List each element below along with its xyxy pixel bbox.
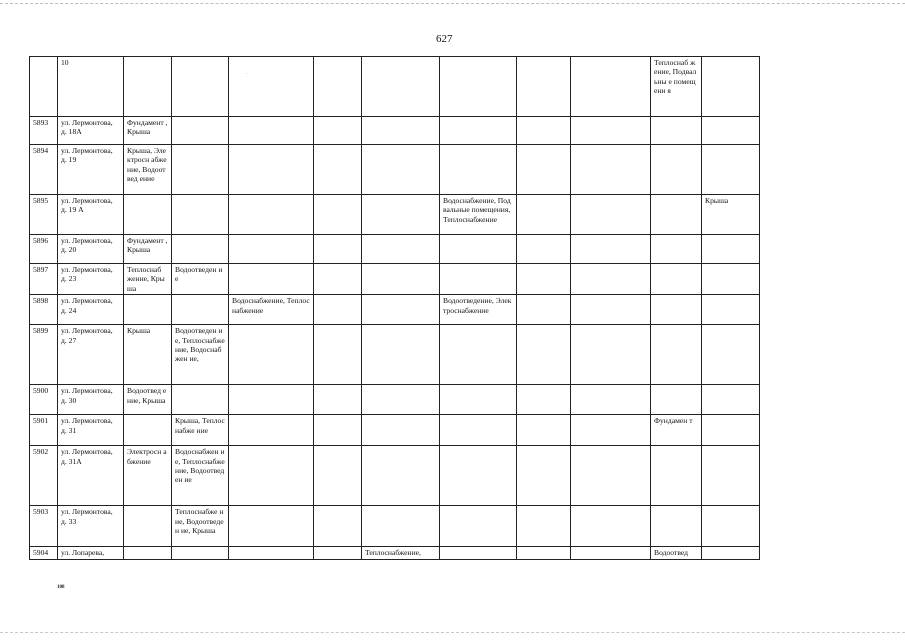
table-row xyxy=(30,506,760,547)
work-type-cell-7 xyxy=(517,145,571,195)
work-type-cell-9 xyxy=(651,506,702,547)
work-type-cell-7 xyxy=(517,446,571,506)
work-type-cell-8 xyxy=(571,235,651,264)
table-row xyxy=(30,446,760,506)
work-type-cell-4 xyxy=(314,506,362,547)
work-type-cell-10 xyxy=(702,264,760,295)
address-cell: ул. Лермонтова, д. 19 xyxy=(58,145,124,195)
work-type-cell-4 xyxy=(314,325,362,385)
work-type-cell-1: Теплоснаб жение, Крыша xyxy=(124,264,172,295)
scan-speck: · xyxy=(246,72,248,77)
row-number: 5901 xyxy=(30,415,58,446)
work-type-cell-4 xyxy=(314,295,362,325)
work-type-cell-1 xyxy=(124,415,172,446)
work-type-cell-9 xyxy=(651,446,702,506)
work-type-cell-6: Водоотведение, Электроснабжение xyxy=(440,295,517,325)
register-table xyxy=(29,56,760,560)
work-type-cell-2 xyxy=(172,295,229,325)
work-type-cell-3 xyxy=(229,506,314,547)
register-table-body xyxy=(30,57,760,560)
work-type-cell-3 xyxy=(229,117,314,145)
work-type-cell-7 xyxy=(517,325,571,385)
address-cell: ул. Лермонтова, д. 24 xyxy=(58,295,124,325)
work-type-cell-10 xyxy=(702,325,760,385)
work-type-cell-10 xyxy=(702,235,760,264)
work-type-cell-2 xyxy=(172,235,229,264)
work-type-cell-1: Электросн абжение xyxy=(124,446,172,506)
work-type-cell-10: Крыша xyxy=(702,195,760,235)
work-type-cell-3 xyxy=(229,415,314,446)
work-type-cell-1 xyxy=(124,547,172,559)
work-type-cell-5 xyxy=(362,195,440,235)
work-type-cell-4 xyxy=(314,547,362,559)
work-type-cell-4 xyxy=(314,415,362,446)
work-type-cell-9 xyxy=(651,195,702,235)
work-type-cell-4 xyxy=(314,145,362,195)
row-number: 5904 xyxy=(30,547,58,559)
work-type-cell-7 xyxy=(517,117,571,145)
row-number: 5902 xyxy=(30,446,58,506)
work-type-cell-9 xyxy=(651,235,702,264)
work-type-cell-8 xyxy=(571,264,651,295)
work-type-cell-1 xyxy=(124,57,172,117)
work-type-cell-9: Водоотвед xyxy=(651,547,702,559)
work-type-cell-6 xyxy=(440,117,517,145)
work-type-cell-2 xyxy=(172,385,229,415)
work-type-cell-2: Водоотведен ие, Теплоснабже ние, Водоснабжен ие, xyxy=(172,325,229,385)
work-type-cell-3: Водоснабжение, Теплоснабжение xyxy=(229,295,314,325)
work-type-cell-7 xyxy=(517,195,571,235)
work-type-cell-2: Теплоснабже ние, Водоотведен ие, Крыша xyxy=(172,506,229,547)
work-type-cell-9 xyxy=(651,295,702,325)
address-cell: ул. Лермонтова, д. 19 А xyxy=(58,195,124,235)
table-row xyxy=(30,117,760,145)
work-type-cell-8 xyxy=(571,117,651,145)
work-type-cell-8 xyxy=(571,195,651,235)
work-type-cell-5: Теплоснабжение, xyxy=(362,547,440,559)
work-type-cell-4 xyxy=(314,195,362,235)
work-type-cell-3 xyxy=(229,385,314,415)
work-type-cell-5 xyxy=(362,385,440,415)
page-number: 627 xyxy=(436,33,453,45)
work-type-cell-7 xyxy=(517,506,571,547)
work-type-cell-6 xyxy=(440,446,517,506)
work-type-cell-8 xyxy=(571,145,651,195)
work-type-cell-5 xyxy=(362,264,440,295)
work-type-cell-9: Фундамен т xyxy=(651,415,702,446)
work-type-cell-1: Фундамент , Крыша xyxy=(124,235,172,264)
work-type-cell-2 xyxy=(172,145,229,195)
work-type-cell-6 xyxy=(440,506,517,547)
work-type-cell-9 xyxy=(651,264,702,295)
work-type-cell-4 xyxy=(314,117,362,145)
work-type-cell-8 xyxy=(571,385,651,415)
row-number: 5900 xyxy=(30,385,58,415)
work-type-cell-4 xyxy=(314,385,362,415)
address-cell: ул. Лермонтова, д. 30 xyxy=(58,385,124,415)
work-type-cell-3 xyxy=(229,264,314,295)
work-type-cell-6 xyxy=(440,415,517,446)
address-cell: ул. Лермонтова, д. 27 xyxy=(58,325,124,385)
address-cell: ул. Лермонтова, д. 18А xyxy=(58,117,124,145)
work-type-cell-7 xyxy=(517,385,571,415)
work-type-cell-7 xyxy=(517,235,571,264)
row-number: 5895 xyxy=(30,195,58,235)
work-type-cell-3 xyxy=(229,547,314,559)
work-type-cell-2: Водоотведен ие xyxy=(172,264,229,295)
work-type-cell-5 xyxy=(362,446,440,506)
work-type-cell-2 xyxy=(172,57,229,117)
work-type-cell-1: Крыша xyxy=(124,325,172,385)
work-type-cell-7 xyxy=(517,264,571,295)
work-type-cell-1: Фундамент , Крыша xyxy=(124,117,172,145)
table-row xyxy=(30,295,760,325)
work-type-cell-9 xyxy=(651,117,702,145)
work-type-cell-1 xyxy=(124,295,172,325)
work-type-cell-6 xyxy=(440,57,517,117)
work-type-cell-7 xyxy=(517,57,571,117)
work-type-cell-5 xyxy=(362,295,440,325)
work-type-cell-3 xyxy=(229,57,314,117)
work-type-cell-5 xyxy=(362,145,440,195)
work-type-cell-8 xyxy=(571,446,651,506)
table-row xyxy=(30,235,760,264)
work-type-cell-8 xyxy=(571,57,651,117)
work-type-cell-2: Крыша, Теплоснабже ние xyxy=(172,415,229,446)
row-number: 5896 xyxy=(30,235,58,264)
work-type-cell-4 xyxy=(314,57,362,117)
work-type-cell-6 xyxy=(440,264,517,295)
work-type-cell-7 xyxy=(517,547,571,559)
work-type-cell-9 xyxy=(651,325,702,385)
work-type-cell-4 xyxy=(314,264,362,295)
work-type-cell-10 xyxy=(702,117,760,145)
table-row xyxy=(30,547,760,559)
work-type-cell-5 xyxy=(362,415,440,446)
work-type-cell-2 xyxy=(172,547,229,559)
table-row xyxy=(30,385,760,415)
work-type-cell-6 xyxy=(440,325,517,385)
row-number: 5903 xyxy=(30,506,58,547)
work-type-cell-2 xyxy=(172,117,229,145)
work-type-cell-3 xyxy=(229,446,314,506)
work-type-cell-8 xyxy=(571,295,651,325)
address-cell: 10 xyxy=(58,57,124,117)
address-cell: ул. Лопарева, xyxy=(58,547,124,559)
work-type-cell-5 xyxy=(362,235,440,264)
work-type-cell-6 xyxy=(440,235,517,264)
work-type-cell-6 xyxy=(440,385,517,415)
row-number: 5898 xyxy=(30,295,58,325)
footer-mark: 108 xyxy=(57,585,65,590)
work-type-cell-6 xyxy=(440,547,517,559)
work-type-cell-7 xyxy=(517,295,571,325)
work-type-cell-6: Водоснабжение, Подвальные помещения, Теплоснабжение xyxy=(440,195,517,235)
work-type-cell-3 xyxy=(229,235,314,264)
work-type-cell-3 xyxy=(229,145,314,195)
scan-bottom-edge xyxy=(0,632,905,633)
row-number xyxy=(30,57,58,117)
row-number: 5893 xyxy=(30,117,58,145)
work-type-cell-6 xyxy=(440,145,517,195)
work-type-cell-5 xyxy=(362,325,440,385)
address-cell: ул. Лермонтова, д. 31 xyxy=(58,415,124,446)
row-number: 5899 xyxy=(30,325,58,385)
work-type-cell-9 xyxy=(651,145,702,195)
work-type-cell-10 xyxy=(702,57,760,117)
work-type-cell-9 xyxy=(651,385,702,415)
work-type-cell-10 xyxy=(702,415,760,446)
table-row xyxy=(30,57,760,117)
work-type-cell-10 xyxy=(702,446,760,506)
work-type-cell-1: Крыша, Электросн абжение, Водоотвед ение xyxy=(124,145,172,195)
work-type-cell-8 xyxy=(571,547,651,559)
work-type-cell-1: Водоотвед ение, Крыша xyxy=(124,385,172,415)
address-cell: ул. Лермонтова, д. 20 xyxy=(58,235,124,264)
work-type-cell-8 xyxy=(571,415,651,446)
work-type-cell-2 xyxy=(172,195,229,235)
work-type-cell-5 xyxy=(362,506,440,547)
work-type-cell-3 xyxy=(229,195,314,235)
work-type-cell-1 xyxy=(124,195,172,235)
table-row xyxy=(30,325,760,385)
work-type-cell-8 xyxy=(571,325,651,385)
address-cell: ул. Лермонтова, д. 31А xyxy=(58,446,124,506)
work-type-cell-1 xyxy=(124,506,172,547)
work-type-cell-10 xyxy=(702,295,760,325)
table-row xyxy=(30,195,760,235)
table-row xyxy=(30,145,760,195)
work-type-cell-3 xyxy=(229,325,314,385)
work-type-cell-10 xyxy=(702,145,760,195)
work-type-cell-9: Теплоснаб жение, Подвальны е помещени я xyxy=(651,57,702,117)
work-type-cell-10 xyxy=(702,506,760,547)
work-type-cell-5 xyxy=(362,57,440,117)
work-type-cell-4 xyxy=(314,446,362,506)
work-type-cell-10 xyxy=(702,385,760,415)
table-row xyxy=(30,264,760,295)
row-number: 5894 xyxy=(30,145,58,195)
row-number: 5897 xyxy=(30,264,58,295)
work-type-cell-10 xyxy=(702,547,760,559)
address-cell: ул. Лермонтова, д. 23 xyxy=(58,264,124,295)
work-type-cell-7 xyxy=(517,415,571,446)
scan-top-edge xyxy=(0,3,905,4)
address-cell: ул. Лермонтова, д. 33 xyxy=(58,506,124,547)
work-type-cell-5 xyxy=(362,117,440,145)
work-type-cell-4 xyxy=(314,235,362,264)
table-row xyxy=(30,415,760,446)
work-type-cell-2: Водоснабжен ие, Теплоснабже ние, Водоотведен ие xyxy=(172,446,229,506)
work-type-cell-8 xyxy=(571,506,651,547)
